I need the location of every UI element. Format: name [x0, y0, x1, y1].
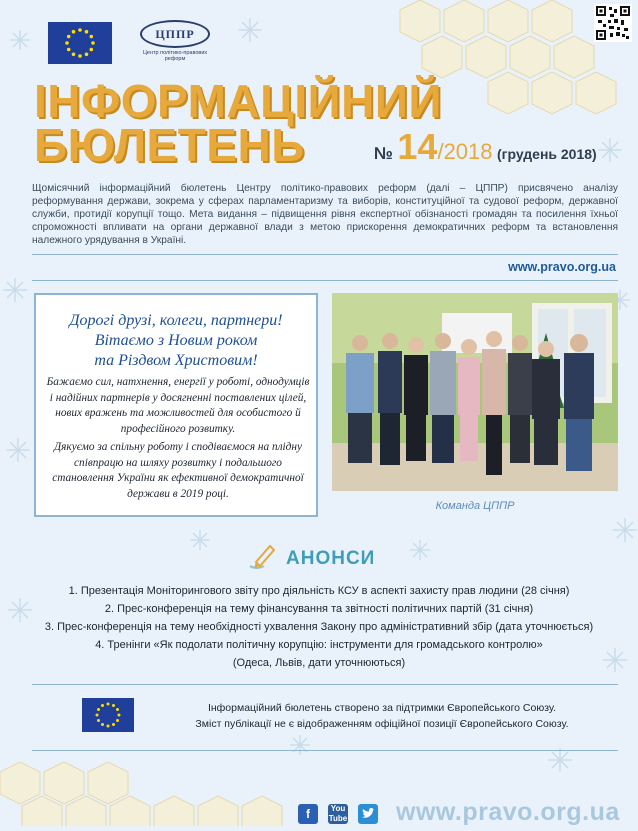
- website-link[interactable]: www.pravo.org.ua: [508, 260, 616, 274]
- announcement-item: (Одеса, Львів, дати уточнюються): [232, 657, 406, 669]
- facebook-icon[interactable]: f: [298, 804, 318, 824]
- divider-after-website: [32, 280, 618, 281]
- intro-paragraph: Щомісячний інформаційний бюлетень Центру політико-правових реформ (далі – ЦППР) присвячено аналізу реформування держави, зокрема у сферах парламентаризму та виборів, конституційної та судової реформ, державної служби, протидії корупції тощо. Мета видання – підвищення рівня експертної обізнаності громадян та посилення їхньої спроможності впливати на органи державної влади з метою прискорення демократичних реформ та встановлення належного урядування в Україні.: [32, 183, 618, 246]
- announcement-item: 3. Прес-конференція на тему необхідності ухвалення Закону про адміністративний збір (дата уточнюється): [44, 621, 594, 633]
- youtube-icon[interactable]: You Tube: [328, 804, 348, 823]
- issue-prefix: №: [374, 144, 393, 163]
- footer-website-link[interactable]: www.pravo.org.ua: [396, 798, 620, 826]
- announcement-item: 2. Прес-конференція на тему фінансування та звітності політичних партій (31 січня): [104, 603, 534, 615]
- greeting-line1: Дорогі друзі, колеги, партнери!: [69, 312, 283, 329]
- cppr-logo-oval: [140, 20, 210, 48]
- issue-info: [374, 126, 597, 168]
- cppr-org-name: [140, 50, 210, 63]
- divider-bottom: [32, 750, 618, 751]
- eu-flag-icon: [82, 698, 134, 732]
- issue-year: /2018: [437, 139, 493, 164]
- eu-support-line1: Інформаційний бюлетень створено за підтримки Європейського Союзу.: [207, 702, 557, 714]
- greeting-line2: Вітаємо з Новим роком: [94, 332, 258, 349]
- twitter-bird: [358, 804, 378, 824]
- divider-footer: [32, 684, 618, 685]
- qr-code-icon[interactable]: [594, 4, 632, 42]
- greeting-thanks: Дякуємо за спільну роботу і сподіваємося на плідну співпрацю на шляху розвитку і подальшого становлення України як ефективної демократичної держави в 2019 році.: [52, 441, 304, 500]
- issue-month: (грудень 2018): [496, 146, 597, 162]
- announcement-item: 4. Тренінги «Як подолати політичну корупцію: інструменти для громадського контролю»: [95, 639, 543, 651]
- greeting-line3: та Різдвом Христовим!: [94, 352, 258, 369]
- greeting-card: [34, 293, 318, 517]
- greeting-wishes: Бажаємо сил, натхнення, енергії у роботі, однодумців і надійних партнерів у досягненні поставлених цілей, нових вражень та можливостей для особистого й професійного розвитку.: [46, 376, 310, 435]
- announcements-title: АНОНСИ: [286, 548, 376, 569]
- cppr-org-name-line1: Центр політико-правових: [142, 50, 208, 56]
- bulletin-title-line2: БЮЛЕТЕНЬ: [34, 119, 305, 171]
- greeting-heading: [36, 311, 316, 371]
- announcements-list: [20, 582, 618, 672]
- eu-support-line2: Зміст публікації не є відображенням офіційної позиції Європейського Союзу.: [195, 718, 569, 730]
- cppr-abbreviation: ЦППР: [155, 26, 195, 41]
- team-photo: [332, 293, 618, 491]
- issue-number: 14: [397, 126, 438, 167]
- photo-caption: Команда ЦППР: [435, 500, 515, 512]
- pen-icon: [246, 540, 280, 574]
- twitter-icon[interactable]: [358, 804, 378, 824]
- bulletin-title-line1: ІНФОРМАЦІЙНИЙ: [34, 75, 442, 127]
- announcement-item: 1. Презентація Моніторингового звіту про діяльність КСУ в аспекті захисту прав людини (28 січня): [68, 585, 570, 597]
- divider-top: [32, 254, 618, 255]
- eu-flag-icon: [48, 22, 112, 64]
- cppr-org-name-line2: реформ: [164, 56, 186, 63]
- eu-support-note: [176, 700, 588, 732]
- cppr-logo-icon: [140, 20, 210, 72]
